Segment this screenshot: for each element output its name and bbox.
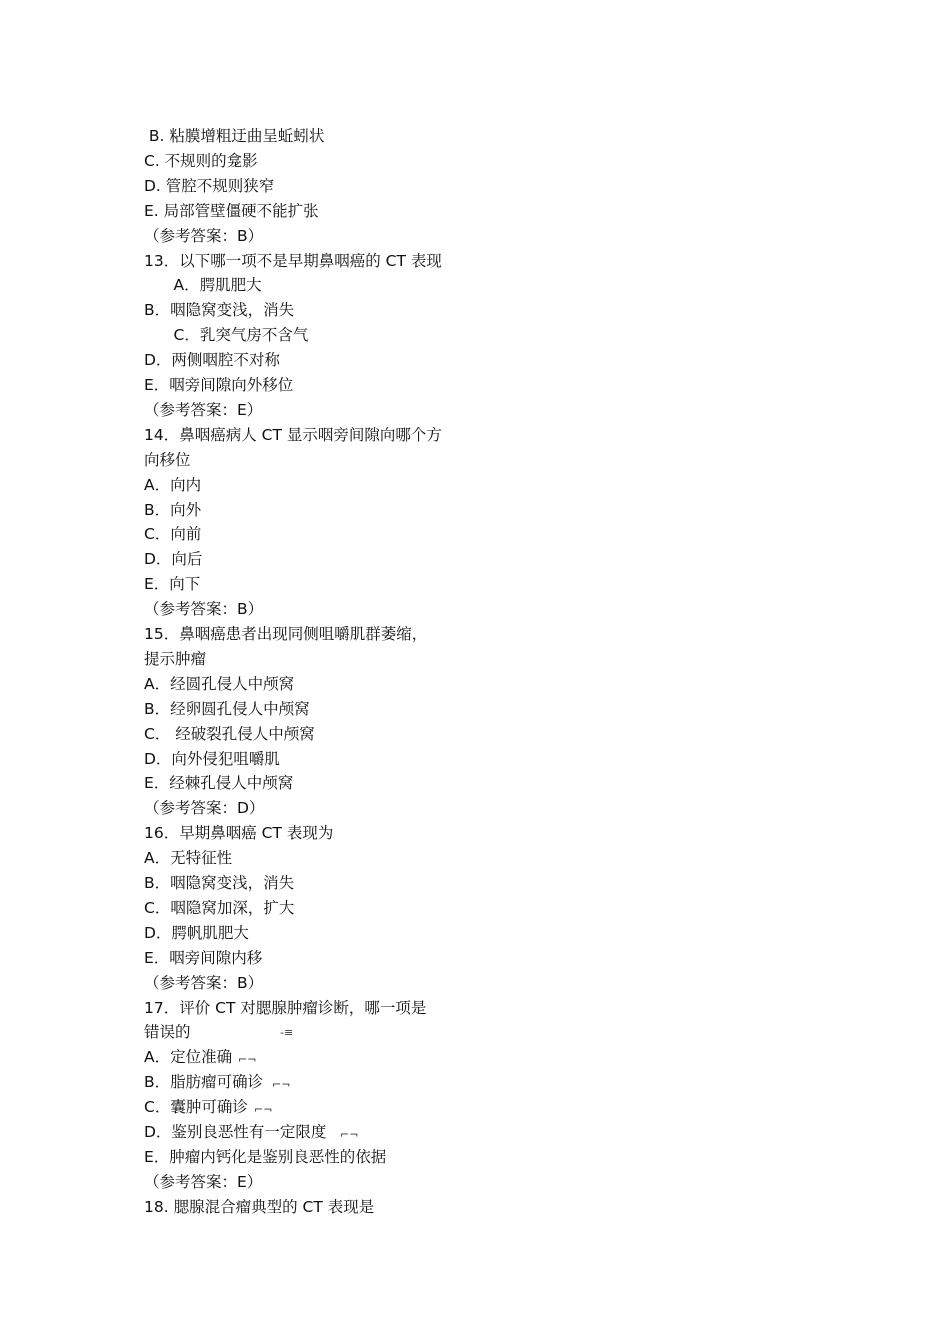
text-line: D．鉴别良恶性有一定限度 — [144, 1123, 327, 1141]
text-line: A．无特征性 — [144, 849, 233, 868]
text-line: 错误的 — [144, 1023, 191, 1042]
text-line: E．肿瘤内钙化是鉴别良恶性的依据 — [144, 1147, 387, 1166]
text-line: E．咽旁间隙向外移位 — [144, 376, 294, 394]
stray-bracket-mark: ⌐¬ — [238, 1053, 257, 1067]
text-line: （参考答案：D） — [144, 799, 265, 818]
text-line: A．定位准确 — [144, 1048, 233, 1067]
text-line: B．向外 — [144, 500, 202, 519]
text-line: 16．早期鼻咽癌 CT 表现为 — [144, 824, 334, 843]
text-line: D．向外侵犯咀嚼肌 — [144, 749, 280, 768]
text-line: A．腭肌肥大 — [144, 276, 262, 295]
text-line: D．向后 — [144, 550, 203, 569]
stray-bracket-mark: ⌐¬ — [340, 1128, 359, 1141]
text-line: B．咽隐窝变浅，消失 — [144, 301, 295, 320]
text-line: E．向下 — [144, 575, 201, 594]
text-line: C． 经破裂孔侵人中颅窝 — [144, 724, 315, 743]
text-line: （参考答案：B） — [144, 226, 264, 245]
text-line: 15．鼻咽癌患者出现同侧咀嚼肌群萎缩， — [144, 625, 428, 643]
text-line: A．经圆孔侵人中颅窝 — [144, 674, 295, 693]
text-line: 提示肿瘤 — [144, 649, 207, 668]
stray-bracket-mark: ⌐¬ — [254, 1103, 273, 1117]
text-line: 13．以下哪一项不是早期鼻咽癌的 CT 表现 — [144, 251, 442, 270]
text-line: C．咽隐窝加深，扩大 — [144, 898, 295, 917]
text-line: （参考答案：B） — [144, 973, 264, 992]
text-line: D．腭帆肌肥大 — [144, 923, 249, 942]
text-line: C．向前 — [144, 525, 202, 544]
text-line: 18. 腮腺混合瘤典型的 CT 表现是 — [144, 1197, 375, 1216]
text-line: C．乳突气房不含气 — [144, 326, 309, 345]
text-line: E．咽旁间隙内移 — [144, 948, 263, 967]
text-line: D. 管腔不规则狭窄 — [144, 176, 275, 195]
text-line: B. 粘膜增粗迂曲呈蚯蚓状 — [144, 127, 325, 145]
text-line: E. 局部管壁僵硬不能扩张 — [144, 201, 319, 220]
text-line: 14．鼻咽癌病人 CT 显示咽旁间隙向哪个方 — [144, 425, 442, 444]
text-line: B．脂肪瘤可确诊 — [144, 1073, 264, 1092]
text-line: B．经卵圆孔侵人中颅窝 — [144, 699, 310, 718]
text-line: C．囊肿可确诊 — [144, 1098, 248, 1117]
text-line: E．经棘孔侵人中颅窝 — [144, 774, 294, 793]
stray-bracket-mark: ⌐¬ — [272, 1078, 291, 1092]
text-line: 17．评价 CT 对腮腺肿瘤诊断，哪一项是 — [144, 998, 427, 1017]
text-line: （参考答案：B） — [144, 600, 264, 619]
text-line: （参考答案：E） — [144, 1172, 263, 1191]
text-line: D．两侧咽腔不对称 — [144, 351, 280, 370]
stray-mark: -≡ — [280, 1026, 294, 1040]
text-line: （参考答案：E） — [144, 400, 263, 419]
text-line: C. 不规则的龛影 — [144, 151, 258, 170]
text-line: B．咽隐窝变浅，消失 — [144, 874, 295, 892]
text-line: A．向内 — [144, 475, 202, 494]
text-line: 向移位 — [144, 450, 191, 469]
